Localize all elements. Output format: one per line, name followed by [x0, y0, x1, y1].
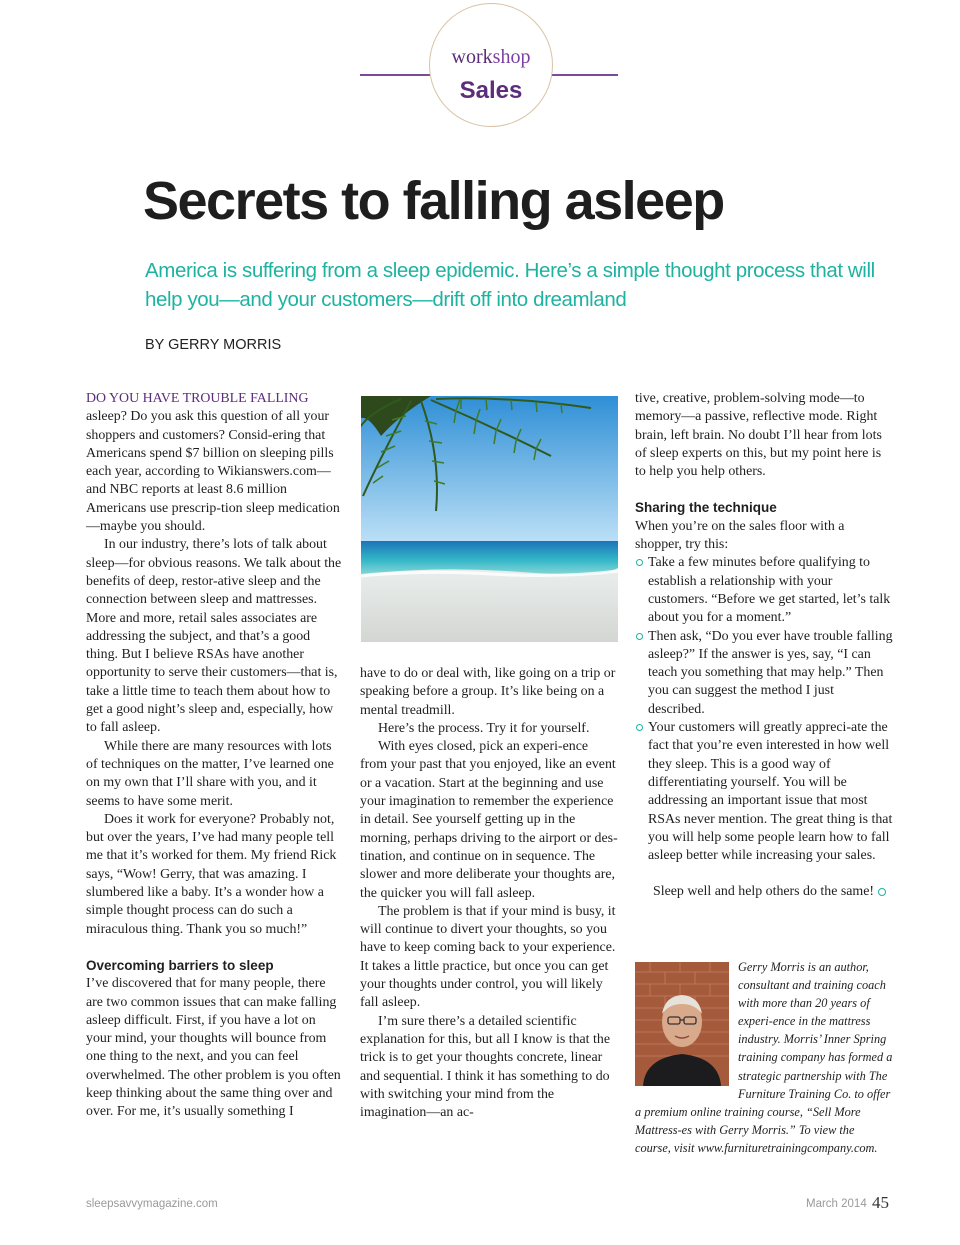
paragraph: In our industry, there’s lots of talk about sleep—for obvious reasons. We talk about the benefits of deep, restor-ative sleep and the connection between sleep and mattresses. More and more, retail sales associates are addressing the subject, and that’s a good thing. But I believe RSAs have another opportunity to serve their customers—that is, take a little time to teach them about how to get a good night’s sleep and, especially, how to fall asleep. — [86, 537, 342, 736]
bullet-item: Your customers will greatly appreci-ate the fact that you’re even interested in how well they sleep. This is a good way of differentiating yourself. You will be addressing an important issue that most RSAs never mention. The great thing is that you will help some people learn how to fall asleep better while increasing your sales. — [635, 719, 893, 865]
bullet-circle-icon — [636, 724, 643, 731]
footer-date: March 2014 — [806, 1198, 867, 1210]
bullet-circle-icon — [636, 559, 643, 566]
paragraph: With eyes closed, pick an experi-ence from your past that you enjoyed, like an event or a vacation. Start at the beginning and use your imagination to remember the experience in detail. See yourself getting up in the morning, perhaps driving to the airport or des-tination, and continue on in sequence. The slower and more deliberate your thoughts are, the quicker you will fall asleep. — [360, 739, 618, 901]
paragraph: Does it work for everyone? Probably not, but over the years, I’ve had many people tell me that it’s worked for them. My friend Rick says, “Wow! Gerry, that was amazing. I slumbered like a baby. It’s a wonder how a simple thought process can do such a miraculous thing. Thank you so much!” — [86, 811, 337, 937]
paragraph: The problem is that if your mind is busy, it will continue to divert your thoughts, so you have to keep coming back to your experience. It takes a little practice, but once you can get your thoughts under control, you will likely fall asleep. — [360, 903, 616, 1011]
paragraph: tive, creative, problem-solving mode—to memory—a passive, reflective mode. Right brain, left brain. No doubt I’ll hear from lots of sleep experts on this, but my point here is to help you help others. — [635, 391, 882, 480]
author-bio: Gerry Morris is an author, consultant and training coach with more than 20 years of experi-ence in the mattress industry. Morris’ Inner Spring training company has formed a strategic partnership with The Furniture Training Co. to offer a premium online training course, “Sell More Mattress-es with Gerry Morris.” To view the course, visit www.furnituretrainingcompany.com. — [635, 960, 893, 1155]
section-label-workshop: workshop — [451, 46, 531, 68]
paragraph: have to do or deal with, like going on a trip or speaking before a group. It’s like being on a mental treadmill. — [360, 666, 616, 718]
bullet-item: Take a few minutes before qualifying to establish a relationship with your customers. “Before we get started, let’s talk about you for a moment.” — [635, 554, 893, 627]
paragraph: When you’re on the sales floor with a shopper, try this: — [635, 518, 845, 553]
section-label-sales: Sales — [459, 77, 523, 104]
paragraph: Here’s the process. Try it for yourself. — [378, 720, 590, 736]
closing-paragraph: Sleep well and help others do the same! — [635, 883, 893, 901]
article-title: Secrets to falling asleep — [143, 171, 724, 231]
paragraph: While there are many resources with lots of techniques on the matter, I’ve learned one on my own that I’ll share with you, and it seems to have some merit. — [86, 738, 334, 809]
lead-in: DO YOU HAVE TROUBLE FALLING — [86, 391, 309, 406]
paragraph: DO YOU HAVE TROUBLE FALLING asleep? Do you ask this question of all your shoppers and customers? Consid-ering that Americans spend $7 billion on sleeping pills each year, according to Wikianswers.com—and NBC reports at least 8.6 million Americans use prescrip-tion sleep medication—maybe you should. — [86, 391, 340, 535]
footer-url: sleepsavvymagazine.com — [86, 1198, 218, 1210]
article-deck: America is suffering from a sleep epidemic. Here’s a simple thought process that will help you—and your customers—drift off into dreamland — [145, 259, 875, 311]
article-column-1 — [86, 390, 342, 1122]
paragraph: I’m sure there’s a detailed scientific explanation for this, but all I know is that the trick is to get your thoughts concrete, linear and sequential. I think it has something to do with switching your mind from the imagination—an ac- — [360, 1013, 610, 1121]
paragraph: I’ve discovered that for many people, there are two common issues that can make falling asleep difficult. First, if you have a lot on your mind, your thoughts will bounce from one thing to the next, and you can feel overwhelmed. The other problem is you often keep thinking about the same thing over and over. For me, it’s usually something I — [86, 976, 341, 1120]
subhead-sharing-technique: Sharing the technique — [635, 500, 777, 516]
article-column-2 — [360, 665, 618, 1122]
end-mark-icon — [878, 888, 886, 896]
page-number: 45 — [872, 1193, 889, 1212]
bullet-circle-icon — [636, 633, 643, 640]
beach-palm-photo — [361, 396, 618, 642]
article-column-3 — [635, 390, 893, 902]
article-byline: BY GERRY MORRIS — [145, 337, 282, 353]
bullet-item: Then ask, “Do you ever have trouble falling asleep?” If the answer is yes, say, “I can teach you something that may help.” Then you can suggest the method I just described. — [635, 628, 893, 719]
subhead-overcoming-barriers: Overcoming barriers to sleep — [86, 957, 274, 973]
